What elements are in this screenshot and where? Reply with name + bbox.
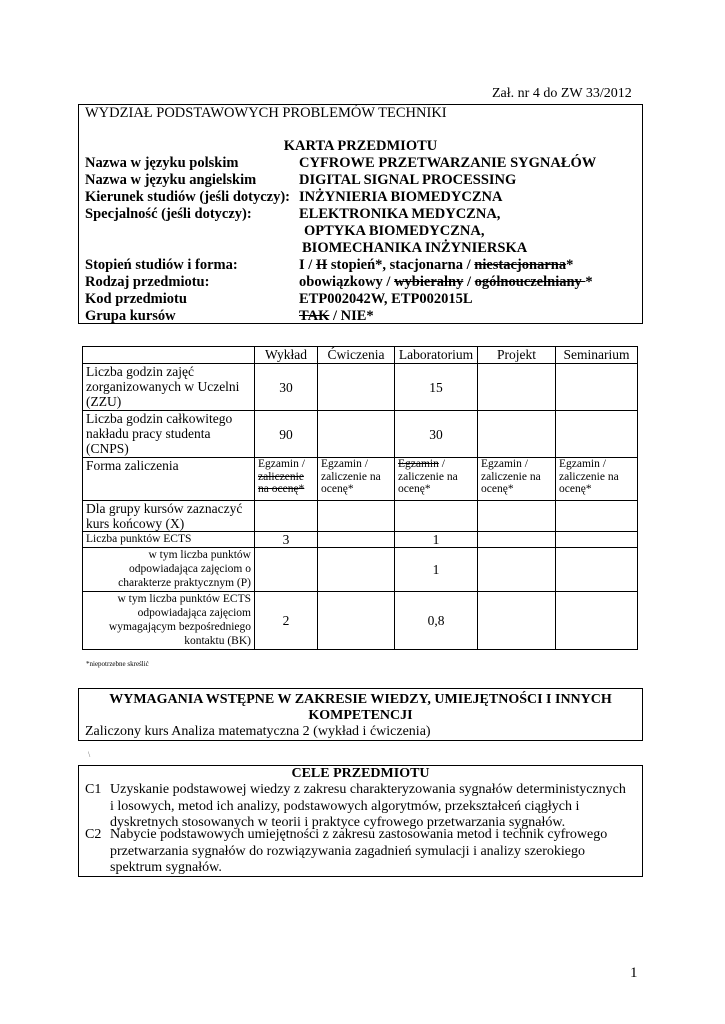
final-exercises — [318, 501, 395, 532]
zzu-label: Liczba godzin zajęć zorganizowanych w Uczelni (ZZU) — [83, 364, 255, 411]
goals-title: CELE PRZEDMIOTU — [291, 766, 430, 781]
practical-exercises — [318, 548, 395, 592]
header-laboratory: Laboratorium — [395, 347, 478, 364]
bk-seminar — [556, 592, 638, 650]
form-project: Egzamin / zaliczenie na ocenę* — [478, 458, 556, 501]
cnps-label: Liczba godzin całkowitego nakładu pracy studenta (CNPS) — [83, 411, 255, 458]
bk-laboratory: 0,8 — [395, 592, 478, 650]
code-value: ETP002042W, ETP002015L — [299, 291, 473, 307]
bk-label: w tym liczba punktów ECTS odpowiadająca zajęciom wymagającym bezpośredniego kontaktu (BK) — [83, 592, 255, 650]
requirements-title: WYMAGANIA WSTĘPNE W ZAKRESIE WIEDZY, UMIEJĘTNOŚCI I INNYCH KOMPETENCJI — [109, 692, 612, 723]
struck-level-ii: II — [315, 257, 328, 273]
final-course-label: Dla grupy kursów zaznaczyć kurs końcowy (X) — [83, 501, 255, 532]
table-header-row — [83, 347, 638, 364]
final-seminar — [556, 501, 638, 532]
ects-seminar — [556, 532, 638, 548]
type-value: obowiązkowy / wybieralny / ogólnouczelniany * — [299, 274, 593, 290]
group-label: Grupa kursów — [85, 308, 176, 324]
table-row-cnps — [83, 411, 638, 458]
ects-project — [478, 532, 556, 548]
name-en-value: DIGITAL SIGNAL PROCESSING — [299, 172, 517, 188]
struck-general: ogólnouczelniany — [474, 274, 586, 290]
stray-mark: \ — [88, 750, 91, 759]
struck-elective: wybieralny — [394, 274, 464, 290]
name-pl-value: CYFROWE PRZETWARZANIE SYGNAŁÓW — [299, 155, 597, 171]
practical-lecture — [255, 548, 318, 592]
group-value: TAK / NIE* — [299, 308, 374, 324]
header-lecture: Wykład — [255, 347, 318, 364]
struck-graded-credit: zaliczenie na ocenę* — [258, 470, 305, 495]
form-laboratory: Egzamin / zaliczenie na ocenę* — [395, 458, 478, 501]
struck-exam: Egzamin — [398, 458, 439, 470]
table-row-bk — [83, 592, 638, 650]
faculty-name: WYDZIAŁ PODSTAWOWYCH PROBLEMÓW TECHNIKI — [85, 105, 447, 121]
goals-box — [78, 765, 643, 877]
form-label: Forma zaliczenia — [83, 458, 255, 501]
final-lecture — [255, 501, 318, 532]
name-pl-label: Nazwa w języku polskim — [85, 155, 239, 171]
ects-laboratory: 1 — [395, 532, 478, 548]
specialty-label: Specjalność (jeśli dotyczy): — [85, 206, 252, 222]
form-seminar: Egzamin / zaliczenie na ocenę* — [556, 458, 638, 501]
cnps-laboratory: 30 — [395, 411, 478, 458]
table-row-final-course — [83, 501, 638, 532]
ects-exercises — [318, 532, 395, 548]
attachment-note: Zał. nr 4 do ZW 33/2012 — [492, 86, 632, 101]
header-seminar: Seminarium — [556, 347, 638, 364]
name-en-label: Nazwa w języku angielskim — [85, 172, 257, 188]
practical-laboratory: 1 — [395, 548, 478, 592]
struck-yes: TAK — [299, 308, 330, 324]
form-exercises: Egzamin / zaliczenie na ocenę* — [318, 458, 395, 501]
course-card-box — [78, 104, 643, 324]
cnps-project — [478, 411, 556, 458]
type-label: Rodzaj przedmiotu: — [85, 274, 210, 290]
specialty-value-2: OPTYKA BIOMEDYCZNA, — [304, 223, 485, 239]
zzu-laboratory: 15 — [395, 364, 478, 411]
bk-exercises — [318, 592, 395, 650]
practical-project — [478, 548, 556, 592]
form-lecture: Egzamin / zaliczenie na ocenę* — [255, 458, 318, 501]
requirements-text: Zaliczony kurs Analiza matematyczna 2 (wykład i ćwiczenia) — [85, 724, 431, 739]
practical-seminar — [556, 548, 638, 592]
zzu-lecture: 30 — [255, 364, 318, 411]
zzu-seminar — [556, 364, 638, 411]
struck-part-time: niestacjonarna — [474, 257, 567, 273]
table-row-ects — [83, 532, 638, 548]
table-row-zzu — [83, 364, 638, 411]
specialty-value-3: BIOMECHANIKA INŻYNIERSKA — [302, 240, 528, 256]
footnote: *niepotrzebne skreślić — [86, 660, 149, 668]
level-label: Stopień studiów i forma: — [85, 257, 238, 273]
specialty-value-1: ELEKTRONIKA MEDYCZNA, — [299, 206, 501, 222]
hours-table — [82, 346, 638, 650]
final-laboratory — [395, 501, 478, 532]
table-row-practical — [83, 548, 638, 592]
card-title: KARTA PRZEDMIOTU — [283, 138, 438, 154]
bk-project — [478, 592, 556, 650]
cnps-exercises — [318, 411, 395, 458]
final-project — [478, 501, 556, 532]
requirements-box — [78, 688, 643, 741]
header-empty — [83, 347, 255, 364]
zzu-project — [478, 364, 556, 411]
bk-lecture: 2 — [255, 592, 318, 650]
ects-label: Liczba punktów ECTS — [83, 532, 255, 548]
level-value: I / II stopień*, stacjonarna / niestacjonarna* — [299, 257, 574, 273]
goal-id: C2 — [85, 827, 102, 842]
page-number: 1 — [630, 965, 638, 981]
cnps-lecture: 90 — [255, 411, 318, 458]
zzu-exercises — [318, 364, 395, 411]
goal-text: Nabycie podstawowych umiejętności z zakresu zastosowania metod i technik cyfrowego przetwarzania sygnałów do rozwiązywania zagadnień symulacji i analizy szerokiego spektrum sygnałów. — [110, 827, 608, 875]
ects-lecture: 3 — [255, 532, 318, 548]
table-row-form — [83, 458, 638, 501]
header-exercises: Ćwiczenia — [318, 347, 395, 364]
field-value: INŻYNIERIA BIOMEDYCZNA — [299, 189, 503, 205]
header-project: Projekt — [478, 347, 556, 364]
cnps-seminar — [556, 411, 638, 458]
practical-label: w tym liczba punktów odpowiadająca zajęciom o charakterze praktycznym (P) — [83, 548, 255, 592]
field-label: Kierunek studiów (jeśli dotyczy): — [85, 189, 290, 205]
goal-id: C1 — [85, 782, 102, 797]
goal-text: Uzyskanie podstawowej wiedzy z zakresu charakteryzowania sygnałów deterministycznych i losowych, metod ich analizy, podstawowych algorytmów, przekształceń ciągłych i dyskretnych stosowanych w teorii i praktyce cyfrowego przetwarzania sygnałów. — [110, 782, 626, 830]
code-label: Kod przedmiotu — [85, 291, 187, 307]
